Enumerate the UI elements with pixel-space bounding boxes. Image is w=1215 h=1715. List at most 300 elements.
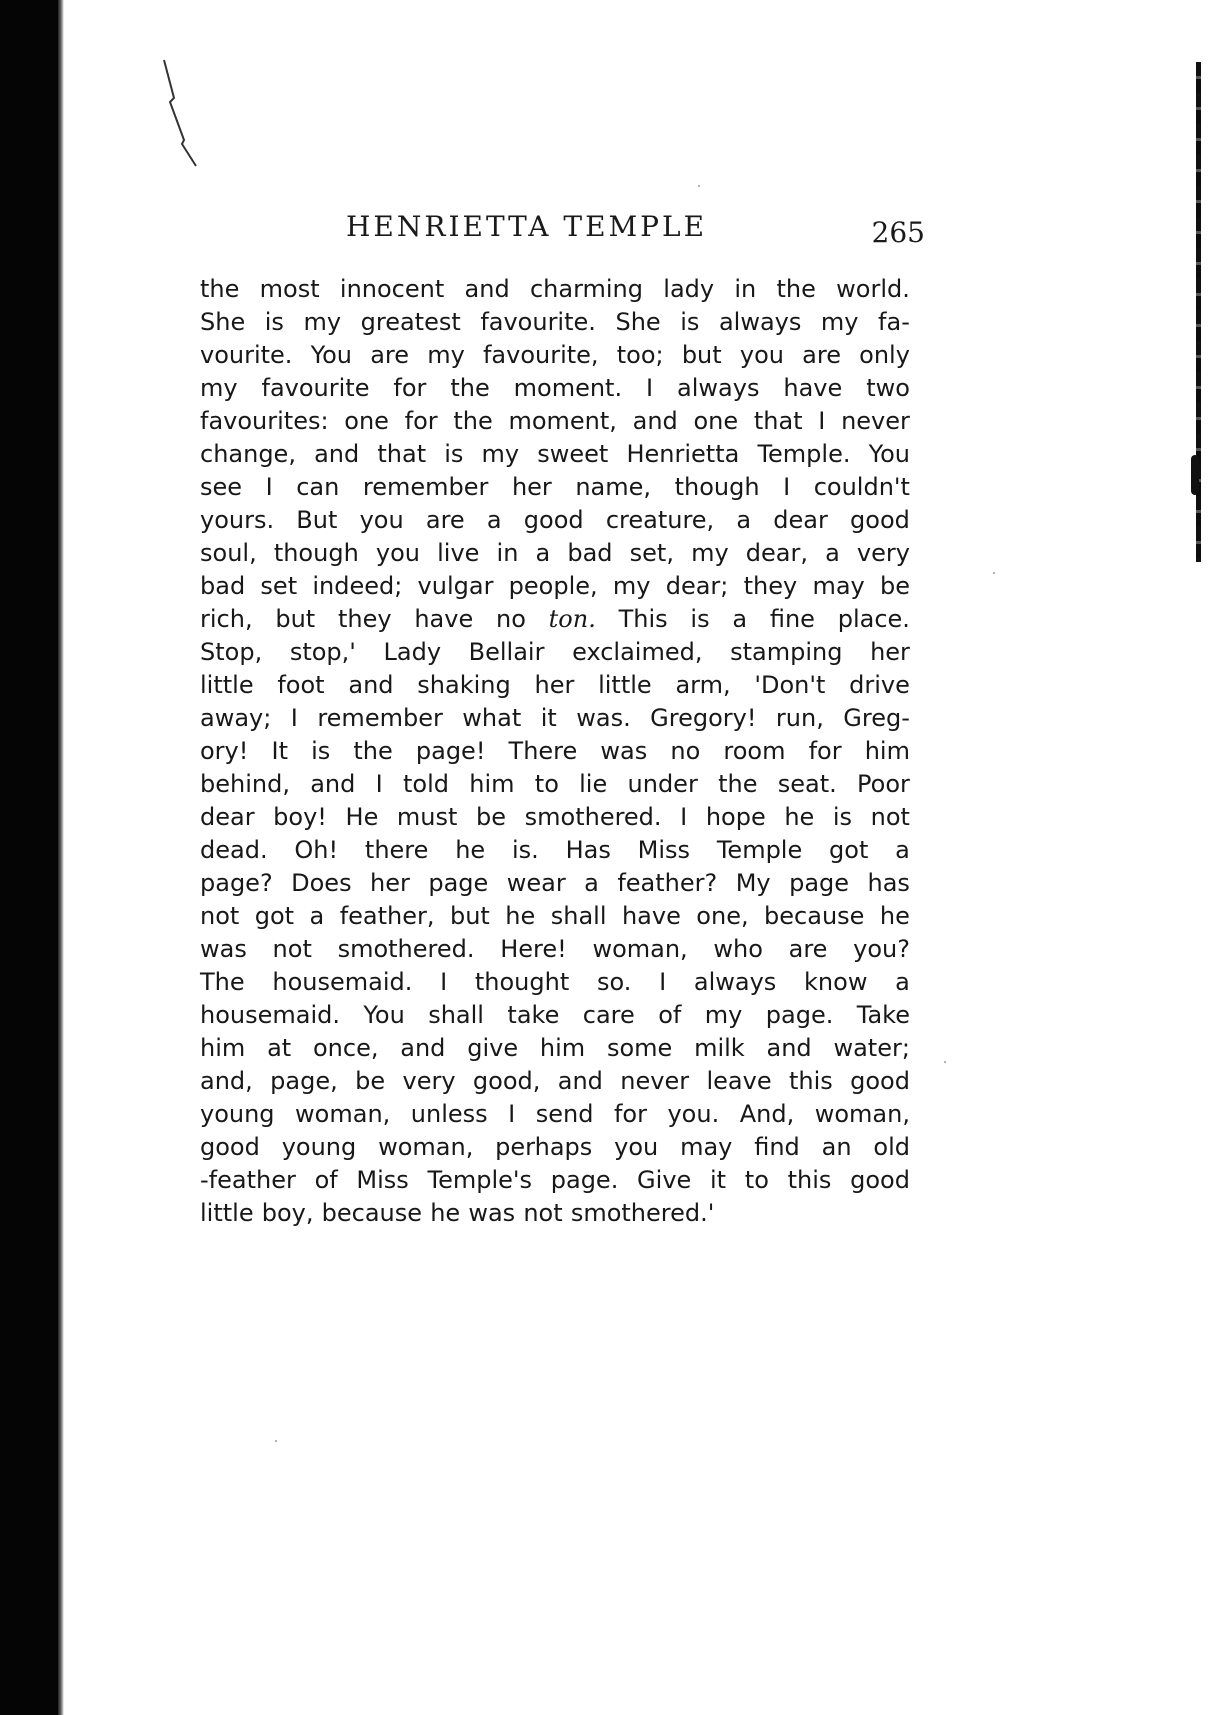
word: people, — [508, 572, 598, 600]
word: too; — [616, 341, 664, 369]
word: Henrietta — [626, 440, 740, 468]
word: bad — [567, 539, 613, 567]
word: water; — [833, 1034, 910, 1062]
word: can — [296, 473, 340, 501]
text-line — [200, 339, 910, 372]
word: housemaid. — [200, 1001, 340, 1029]
text-line — [200, 669, 910, 702]
word: at — [267, 1034, 292, 1062]
text-line — [200, 372, 910, 405]
word: feather, — [339, 902, 435, 930]
word: the — [776, 275, 816, 303]
word: and — [557, 1067, 603, 1095]
word: for — [613, 1100, 647, 1128]
word: the — [450, 374, 490, 402]
word: fine — [769, 605, 815, 633]
word: for — [393, 374, 427, 402]
word: this — [787, 1166, 832, 1194]
word: was — [600, 737, 648, 765]
word: my — [200, 374, 238, 402]
word: ory! — [200, 737, 249, 765]
word: I — [265, 473, 273, 501]
word: good — [850, 1166, 910, 1194]
word: because — [321, 1199, 423, 1227]
word: once, — [312, 1034, 379, 1062]
word: is — [832, 803, 853, 831]
word: not — [870, 803, 910, 831]
word: little — [200, 1199, 254, 1227]
word: He — [345, 803, 379, 831]
word: fa- — [878, 308, 910, 336]
word: I — [818, 407, 826, 435]
word: I — [375, 770, 383, 798]
word: Miss — [356, 1166, 409, 1194]
word: favourite — [261, 374, 370, 402]
word: must — [396, 803, 458, 831]
word: perhaps — [495, 1133, 593, 1161]
word: they — [337, 605, 392, 633]
word: woman, — [295, 1100, 391, 1128]
word: but — [449, 902, 490, 930]
text-line — [200, 636, 910, 669]
text-line — [200, 1032, 910, 1065]
word: but — [681, 341, 722, 369]
word: Temple — [716, 836, 803, 864]
word: live — [437, 539, 480, 567]
word: of — [314, 1166, 338, 1194]
word: page? — [200, 869, 273, 897]
word: And, — [739, 1100, 795, 1128]
word: my — [820, 308, 859, 336]
word: room — [723, 737, 786, 765]
word: the — [718, 770, 758, 798]
word: I — [783, 473, 791, 501]
word: and — [464, 275, 510, 303]
word: a — [895, 836, 910, 864]
word: he — [879, 902, 910, 930]
word: thought — [474, 968, 570, 996]
word: arm, — [675, 671, 731, 699]
word: so. — [596, 968, 632, 996]
word: under — [627, 770, 698, 798]
word: my — [481, 440, 520, 468]
word: never — [620, 1067, 690, 1095]
word: though — [273, 539, 359, 567]
word: always — [693, 968, 777, 996]
word: in — [734, 275, 757, 303]
word: a — [486, 506, 502, 534]
text-line — [200, 471, 910, 504]
text-line — [200, 273, 910, 306]
word: a — [736, 506, 752, 534]
word: it — [540, 704, 557, 732]
word: I — [680, 803, 688, 831]
word: my — [303, 308, 342, 336]
word: soul, — [200, 539, 257, 567]
word: there — [364, 836, 429, 864]
page-edge-mark — [1191, 455, 1199, 495]
ink-speck — [944, 1061, 946, 1063]
word: one — [344, 407, 389, 435]
word: that — [377, 440, 427, 468]
word: are — [802, 341, 841, 369]
word: very — [402, 1067, 456, 1095]
word: got — [829, 836, 869, 864]
word: it — [710, 1166, 727, 1194]
word: her — [534, 671, 575, 699]
word: stop,' — [289, 638, 356, 666]
word: favourite, — [482, 341, 599, 369]
word: yours. — [200, 506, 275, 534]
word: drive — [849, 671, 910, 699]
word: not — [272, 935, 312, 963]
word: innocent — [339, 275, 445, 303]
word: you? — [853, 935, 910, 963]
word: always — [718, 308, 802, 336]
word: housemaid. — [272, 968, 413, 996]
word: you. — [667, 1100, 720, 1128]
word: has — [867, 869, 910, 897]
word: Poor — [857, 770, 910, 798]
word: dear — [773, 506, 828, 534]
word: a — [732, 605, 748, 633]
word: vourite. — [200, 341, 293, 369]
word: are — [425, 506, 465, 534]
word: rich, — [200, 605, 253, 633]
text-line — [200, 1131, 910, 1164]
word: sweet — [537, 440, 609, 468]
text-line — [200, 1098, 910, 1131]
word: the — [200, 275, 240, 303]
word: moment. — [513, 374, 623, 402]
word: always — [677, 374, 760, 402]
word: woman, — [378, 1133, 474, 1161]
word: to — [534, 770, 559, 798]
word: lady — [663, 275, 715, 303]
word: and — [766, 1034, 812, 1062]
word: Temple's — [427, 1166, 533, 1194]
text-line — [200, 966, 910, 999]
word: you — [359, 506, 404, 534]
word: have — [621, 902, 681, 930]
text-line — [200, 834, 910, 867]
text-line — [200, 999, 910, 1032]
word: old — [873, 1133, 910, 1161]
word: a — [825, 539, 840, 567]
word: vulgar — [417, 572, 494, 600]
word: away; — [200, 704, 272, 732]
word: no — [670, 737, 701, 765]
word: It — [271, 737, 288, 765]
word: her — [511, 473, 552, 501]
word: you — [614, 1133, 659, 1161]
word: wear — [506, 869, 566, 897]
word: Miss — [637, 836, 691, 864]
word: may — [812, 572, 865, 600]
word: you — [739, 341, 784, 369]
word: place. — [837, 605, 910, 633]
word: page. — [550, 1166, 619, 1194]
word: Has — [565, 836, 611, 864]
word: Bellair — [468, 638, 545, 666]
word: dead. — [200, 836, 268, 864]
pen-stroke-mark — [160, 58, 208, 168]
word: and — [400, 1034, 446, 1062]
word: remember — [362, 473, 489, 501]
word: and — [632, 407, 678, 435]
word: my — [612, 572, 651, 600]
word: ton. — [548, 605, 596, 633]
word: world. — [836, 275, 910, 303]
word: is — [264, 308, 284, 336]
word: But — [296, 506, 338, 534]
word: was — [200, 935, 247, 963]
word: him — [539, 1034, 586, 1062]
word: Gregory! — [650, 704, 757, 732]
word: is — [311, 737, 331, 765]
word: The — [200, 968, 245, 996]
word: some — [606, 1034, 673, 1062]
word: told — [402, 770, 449, 798]
word: name, — [575, 473, 652, 501]
word: for — [808, 737, 842, 765]
word: My — [735, 869, 771, 897]
word: and — [348, 671, 394, 699]
word: see — [200, 473, 243, 501]
word: good — [850, 1067, 910, 1095]
word: Take — [856, 1001, 910, 1029]
word: this — [788, 1067, 833, 1095]
word: Give — [637, 1166, 692, 1194]
word: leave — [706, 1067, 772, 1095]
word: good — [200, 1133, 260, 1161]
word: I — [659, 968, 667, 996]
word: milk — [694, 1034, 745, 1062]
word: Does — [291, 869, 352, 897]
word: shall — [550, 902, 607, 930]
word: one — [693, 407, 739, 435]
word: what — [462, 704, 522, 732]
word: There — [508, 737, 578, 765]
word: -feather — [200, 1166, 296, 1194]
word: not — [523, 1199, 563, 1227]
word: This — [618, 605, 668, 633]
word: remember — [317, 704, 443, 732]
word: my — [704, 1001, 743, 1029]
word: young — [200, 1100, 275, 1128]
word: they — [743, 572, 798, 600]
word: care — [582, 1001, 635, 1029]
word: I — [508, 1100, 516, 1128]
word: dear — [200, 803, 255, 831]
ink-speck — [993, 572, 995, 574]
word: set — [260, 572, 298, 600]
text-line — [200, 537, 910, 570]
word: good, — [472, 1067, 541, 1095]
word: good — [523, 506, 584, 534]
text-line — [200, 405, 910, 438]
word: 'Don't — [754, 671, 826, 699]
word: I — [290, 704, 298, 732]
word: dear, — [745, 539, 808, 567]
word: my — [427, 341, 465, 369]
text-line — [200, 438, 910, 471]
word: You — [868, 440, 910, 468]
word: be — [879, 572, 910, 600]
word: lie — [579, 770, 608, 798]
word: an — [821, 1133, 852, 1161]
word: for — [404, 407, 438, 435]
word: may — [680, 1133, 733, 1161]
word: seat. — [777, 770, 837, 798]
word: charming — [529, 275, 644, 303]
word: bad — [200, 572, 246, 600]
text-line — [200, 702, 910, 735]
page-header — [200, 206, 925, 254]
word: smothered. — [337, 935, 475, 963]
word: smothered. — [524, 803, 662, 831]
word: her — [870, 638, 910, 666]
word: he — [430, 1199, 461, 1227]
word: run, — [775, 704, 824, 732]
word: take — [507, 1001, 560, 1029]
word: give — [467, 1034, 519, 1062]
word: who — [713, 935, 763, 963]
text-line — [200, 1197, 910, 1230]
word: behind, — [200, 770, 290, 798]
word: creature, — [605, 506, 715, 534]
word: in — [496, 539, 519, 567]
word: that — [753, 407, 803, 435]
word: and — [310, 770, 356, 798]
word: woman, — [592, 935, 688, 963]
text-line — [200, 900, 910, 933]
word: a — [895, 968, 910, 996]
word: of — [658, 1001, 682, 1029]
word: set, — [629, 539, 674, 567]
word: young — [281, 1133, 357, 1161]
word: shall — [428, 1001, 484, 1029]
ink-speck — [275, 1440, 277, 1442]
word: change, — [200, 440, 296, 468]
word: You — [310, 341, 352, 369]
text-line — [200, 603, 910, 636]
word: is — [444, 440, 464, 468]
word: and — [314, 440, 360, 468]
text-line — [200, 306, 910, 339]
word: never — [841, 407, 910, 435]
word: page! — [415, 737, 486, 765]
word: him — [469, 770, 515, 798]
body-text — [200, 273, 910, 1230]
word: She — [200, 308, 246, 336]
word: most — [259, 275, 320, 303]
text-line — [200, 768, 910, 801]
word: find — [754, 1133, 800, 1161]
text-line — [200, 801, 910, 834]
word: favourites: — [200, 407, 329, 435]
word: but — [275, 605, 316, 633]
word: no — [495, 605, 526, 633]
word: two — [866, 374, 910, 402]
word: he — [784, 803, 815, 831]
word: the — [353, 737, 393, 765]
word: are — [788, 935, 828, 963]
word: my — [691, 539, 729, 567]
word: page, — [270, 1067, 338, 1095]
word: got — [254, 902, 295, 930]
word: was. — [576, 704, 631, 732]
word: She — [615, 308, 661, 336]
word: shaking — [417, 671, 511, 699]
word: unless — [410, 1100, 488, 1128]
word: Oh! — [294, 836, 339, 864]
word: him — [200, 1034, 246, 1062]
word: good — [850, 506, 910, 534]
word: I — [646, 374, 654, 402]
word: Temple. — [757, 440, 851, 468]
word: couldn't — [813, 473, 910, 501]
word: have — [414, 605, 474, 633]
word: smothered.' — [570, 1199, 715, 1227]
text-line — [200, 570, 910, 603]
ink-speck — [698, 185, 700, 187]
word: You — [363, 1001, 405, 1029]
text-line — [200, 735, 910, 768]
word: boy! — [273, 803, 327, 831]
word: foot — [277, 671, 325, 699]
word: you — [375, 539, 420, 567]
word: I — [440, 968, 448, 996]
word: be — [355, 1067, 386, 1095]
word: Lady — [383, 638, 442, 666]
text-line — [200, 504, 910, 537]
text-line — [200, 933, 910, 966]
word: a — [584, 869, 599, 897]
word: and, — [200, 1067, 253, 1095]
word: a — [309, 902, 325, 930]
word: because — [764, 902, 865, 930]
word: know — [804, 968, 868, 996]
text-line — [200, 867, 910, 900]
word: are — [370, 341, 409, 369]
word: page — [789, 869, 850, 897]
word: woman, — [814, 1100, 910, 1128]
word: not — [200, 902, 240, 930]
word: very — [856, 539, 910, 567]
word: greatest — [360, 308, 461, 336]
book-binding-edge — [0, 0, 60, 1715]
word: page — [428, 869, 489, 897]
word: have — [783, 374, 843, 402]
word: hope — [705, 803, 766, 831]
word: he — [505, 902, 536, 930]
word: is — [680, 308, 700, 336]
word: little — [200, 671, 254, 699]
word: send — [535, 1100, 594, 1128]
text-line — [200, 1065, 910, 1098]
word: though — [674, 473, 760, 501]
word: he — [455, 836, 486, 864]
word: was — [468, 1199, 516, 1227]
word: him — [864, 737, 910, 765]
running-title: HENRIETTA TEMPLE — [346, 210, 708, 243]
word: only — [859, 341, 910, 369]
word: Here! — [500, 935, 567, 963]
page-number: 265 — [871, 216, 925, 249]
word: indeed; — [312, 572, 403, 600]
word: Stop, — [200, 638, 263, 666]
